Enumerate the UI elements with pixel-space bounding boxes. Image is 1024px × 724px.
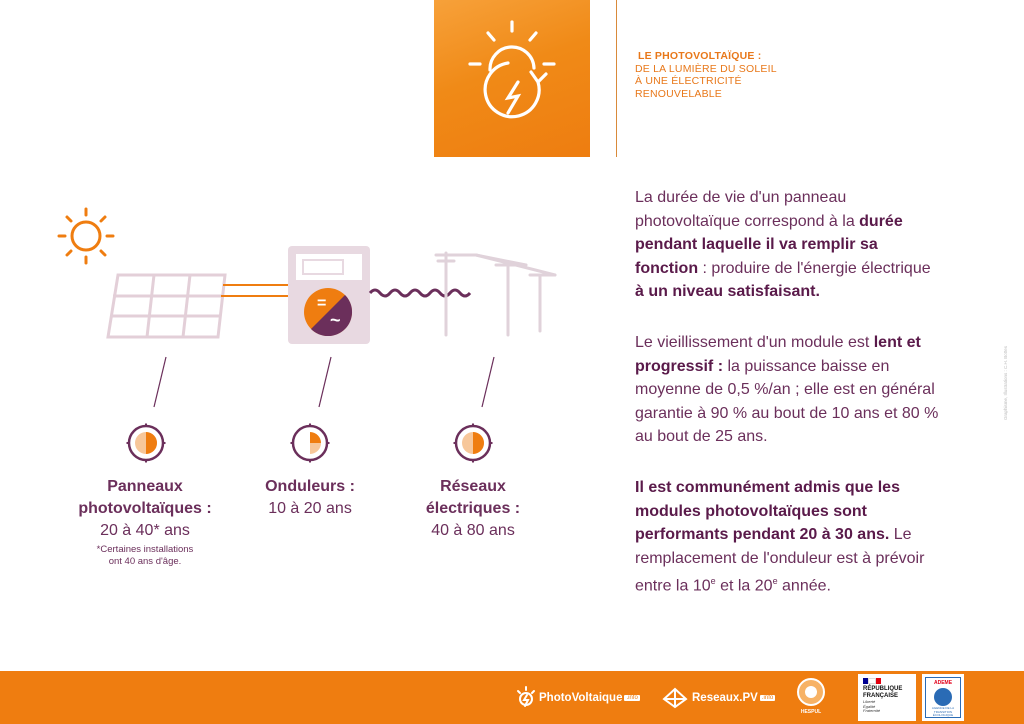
lifespan-title: photovoltaïques : [78, 500, 212, 517]
ac-symbol: ~ [330, 310, 341, 330]
ademe-logo-frame [925, 677, 961, 718]
clock-icon [453, 423, 493, 463]
text-run: Le remplacement de l'onduleur est à prévoir entre la 10 [635, 526, 925, 595]
superscript: e [710, 576, 716, 586]
hespul-logo[interactable] [793, 677, 829, 721]
logo-tld: .info [626, 694, 638, 701]
text-run: Le vieillissement d'un module est [635, 334, 874, 351]
sun-icon [59, 209, 113, 263]
header-divider [616, 0, 617, 157]
reseaux-pv-logo-text: Reseaux.PV [692, 691, 758, 704]
rf-motto: Liberté [863, 699, 876, 704]
rf-motto: Fraternité [863, 708, 881, 713]
lifespan-panels [60, 476, 230, 568]
header-subtitle-line: DE LA LUMIÈRE DU SOLEIL [635, 62, 777, 75]
clock-icon [290, 423, 330, 463]
inverter-icon [288, 246, 370, 344]
ademe-title: ADEME [933, 680, 953, 686]
clock-icon [126, 423, 166, 463]
ademe-subtitle: AGENCE DE LA [931, 706, 955, 710]
french-flag-icon [863, 678, 881, 684]
lifespan-value: 20 à 40* ans [100, 522, 190, 539]
rf-motto: Égalité [863, 703, 876, 709]
ademe-emblem-icon [934, 688, 952, 706]
header-subtitle-line: À UNE ÉLECTRICITÉ [635, 75, 742, 87]
lifespan-value: 10 à 20 ans [268, 500, 352, 517]
ademe-subtitle: TRANSITION [933, 709, 953, 714]
hespul-logo-icon [796, 677, 826, 707]
lifespan-value: 40 à 80 ans [431, 522, 515, 539]
header-tile [434, 0, 590, 157]
superscript: e [772, 576, 778, 586]
header-title [635, 50, 855, 100]
lifespan-grid [398, 476, 548, 542]
lifespan-title: électriques : [425, 500, 521, 517]
text-run: année. [777, 577, 831, 595]
text-bold: lent et progressif : [635, 334, 921, 375]
text-run: La durée de vie d'un panneau photovoltaïque correspond à la [635, 189, 860, 230]
text-run: et la 20 [715, 577, 773, 595]
paragraph-aging [635, 331, 957, 449]
lifespan-inverters [240, 476, 380, 520]
text-bold: Il est communément admis que les modules photovoltaïques sont performants pendant 20 à 30 ans. [635, 479, 900, 543]
rf-title: FRANÇAISE [863, 692, 899, 699]
ac-wave-line [370, 290, 470, 296]
republique-francaise-logo[interactable] [858, 674, 916, 721]
paragraph-performance [635, 476, 935, 598]
ademe-subtitle: ÉCOLOGIQUE [932, 713, 954, 717]
rf-title: RÉPUBLIQUE [863, 686, 903, 692]
reseaux-pv-logo-icon [662, 686, 688, 710]
pv-system-illustration [40, 195, 580, 420]
text-bold: à un niveau satisfaisant. [635, 283, 820, 300]
dc-symbol: = [317, 295, 327, 312]
lifespan-title: Onduleurs : [265, 478, 355, 495]
text-run: : produire de l'énergie électrique [698, 259, 931, 277]
paragraph-definition [635, 186, 935, 304]
reseaux-pv-logo[interactable] [662, 671, 775, 724]
solar-panel-icon [108, 275, 225, 337]
photovoltaique-logo-icon [515, 685, 537, 711]
credits-text: Graphisme, Illustrations : C.H. Bottes [1003, 345, 1008, 420]
photovoltaique-logo[interactable] [515, 671, 640, 724]
lifespan-note: *Certaines installations [96, 544, 194, 555]
text-run: la puissance baisse en moyenne de 0,5 %/an ; elle est en général garantie à 90 % au bout de 10 ans et 80 % au bout de 25 ans. [635, 357, 939, 445]
photovoltaique-logo-text: PhotoVoltaique [539, 691, 623, 704]
ademe-logo[interactable] [922, 674, 964, 721]
lifespan-title: Réseaux [440, 478, 506, 495]
text-bold: durée pendant laquelle il va remplir sa fonction [635, 212, 903, 277]
hespul-logo-text: HESPUL [800, 709, 822, 715]
header-subtitle-line: RENOUVELABLE [635, 87, 723, 100]
power-line-icon [436, 253, 555, 335]
credits [1003, 320, 1013, 420]
lifespan-note: ont 40 ans d'âge. [108, 556, 182, 567]
logo-tld: .info [761, 694, 774, 701]
lifespan-title: Panneaux [107, 478, 183, 495]
solar-energy-icon [434, 0, 590, 157]
header-title-bold: LE PHOTOVOLTAÏQUE : [638, 50, 762, 62]
